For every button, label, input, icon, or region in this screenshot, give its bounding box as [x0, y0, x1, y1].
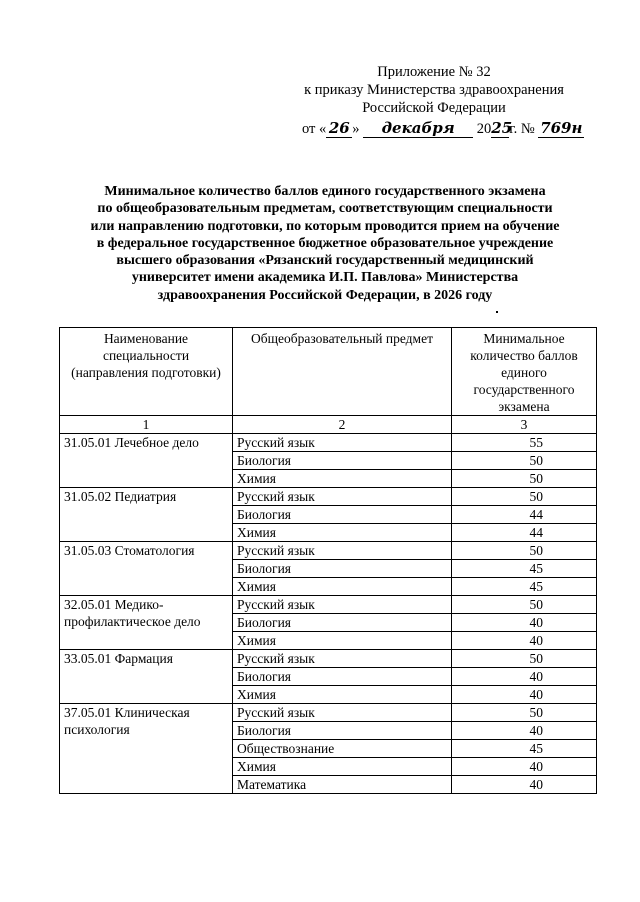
ministry-name: Российской Федерации [362, 100, 506, 116]
subject-cell: Математика [233, 776, 452, 794]
title-line: в федеральное государственное бюджетное образовательное учреждение [96, 235, 554, 251]
title-line: здравоохранения Российской Федерации, в 2026 году [157, 287, 493, 303]
subject-cell: Химия [233, 686, 452, 704]
score-cell: 40 [452, 686, 597, 704]
score-cell: 50 [452, 452, 597, 470]
header-specialty: Наименование специальности (направления подготовки) [60, 328, 233, 416]
specialty-cell: 31.05.01 Лечебное дело [60, 434, 233, 488]
document-title [70, 183, 580, 304]
score-cell: 40 [452, 668, 597, 686]
score-cell: 40 [452, 776, 597, 794]
min-scores-table [59, 327, 597, 794]
table-body [60, 434, 597, 794]
table-row [60, 488, 597, 506]
subject-cell: Биология [233, 668, 452, 686]
score-cell: 50 [452, 596, 597, 614]
header-min-score: Минимальное количество баллов единого государственного экзамена [452, 328, 597, 416]
subject-cell: Русский язык [233, 650, 452, 668]
score-cell: 40 [452, 758, 597, 776]
table-row [60, 434, 597, 452]
subject-cell: Русский язык [233, 596, 452, 614]
specialty-cell: 33.05.01 Фармация [60, 650, 233, 704]
score-cell: 44 [452, 506, 597, 524]
date-year: 25 [491, 119, 513, 137]
subject-cell: Химия [233, 758, 452, 776]
title-line: высшего образования «Рязанский государственный медицинский [116, 253, 534, 269]
year-prefix: 20 [476, 121, 492, 137]
score-cell: 50 [452, 470, 597, 488]
date-day-suffix: » [352, 121, 360, 137]
table-row [60, 650, 597, 668]
header-subject: Общеобразовательный предмет [233, 328, 452, 416]
score-cell: 45 [452, 560, 597, 578]
specialty-cell: 31.05.02 Педиатрия [60, 488, 233, 542]
subject-cell: Химия [233, 632, 452, 650]
subject-cell: Обществознание [233, 740, 452, 758]
score-cell: 40 [452, 632, 597, 650]
scan-speck [496, 311, 498, 313]
score-cell: 50 [452, 650, 597, 668]
subject-cell: Химия [233, 470, 452, 488]
title-line: Минимальное количество баллов единого государственного экзамена [104, 184, 546, 199]
subject-cell: Химия [233, 578, 452, 596]
appendix-number: Приложение № 32 [377, 64, 491, 80]
subject-cell: Биология [233, 560, 452, 578]
subject-cell: Химия [233, 524, 452, 542]
date-prefix: от « [302, 121, 327, 137]
col-number: 3 [452, 416, 597, 434]
subject-cell: Биология [233, 452, 452, 470]
table-row [60, 704, 597, 722]
date-day: 26 [326, 119, 352, 138]
order-number: 769н [540, 119, 583, 137]
table-row [60, 596, 597, 614]
specialty-cell: 32.05.01 Медико-профилактическое дело [60, 596, 233, 650]
score-cell: 55 [452, 434, 597, 452]
title-line: или направлению подготовки, по которым проводится прием на обучение [90, 218, 560, 234]
col-number: 1 [60, 416, 233, 434]
specialty-cell: 37.05.01 Клиническая психология [60, 704, 233, 794]
score-cell: 44 [452, 524, 597, 542]
score-cell: 45 [452, 578, 597, 596]
subject-cell: Русский язык [233, 488, 452, 506]
subject-cell: Русский язык [233, 434, 452, 452]
score-cell: 45 [452, 740, 597, 758]
score-cell: 50 [452, 488, 597, 506]
order-date-line [284, 119, 584, 138]
title-line: университет имени академика И.П. Павлова» Министерства [131, 270, 519, 286]
score-cell: 50 [452, 704, 597, 722]
score-cell: 40 [452, 722, 597, 740]
score-cell: 40 [452, 614, 597, 632]
number-label: г. № [509, 121, 535, 137]
subject-cell: Русский язык [233, 704, 452, 722]
date-month: декабря [363, 119, 473, 138]
specialty-cell: 31.05.03 Стоматология [60, 542, 233, 596]
order-reference: к приказу Министерства здравоохранения [304, 82, 564, 98]
subject-cell: Биология [233, 614, 452, 632]
title-line: по общеобразовательным предметам, соответствующим специальности [97, 201, 553, 217]
appendix-header [284, 63, 584, 138]
col-number: 2 [233, 416, 452, 434]
score-cell: 50 [452, 542, 597, 560]
subject-cell: Биология [233, 722, 452, 740]
table-row [60, 542, 597, 560]
subject-cell: Русский язык [233, 542, 452, 560]
subject-cell: Биология [233, 506, 452, 524]
